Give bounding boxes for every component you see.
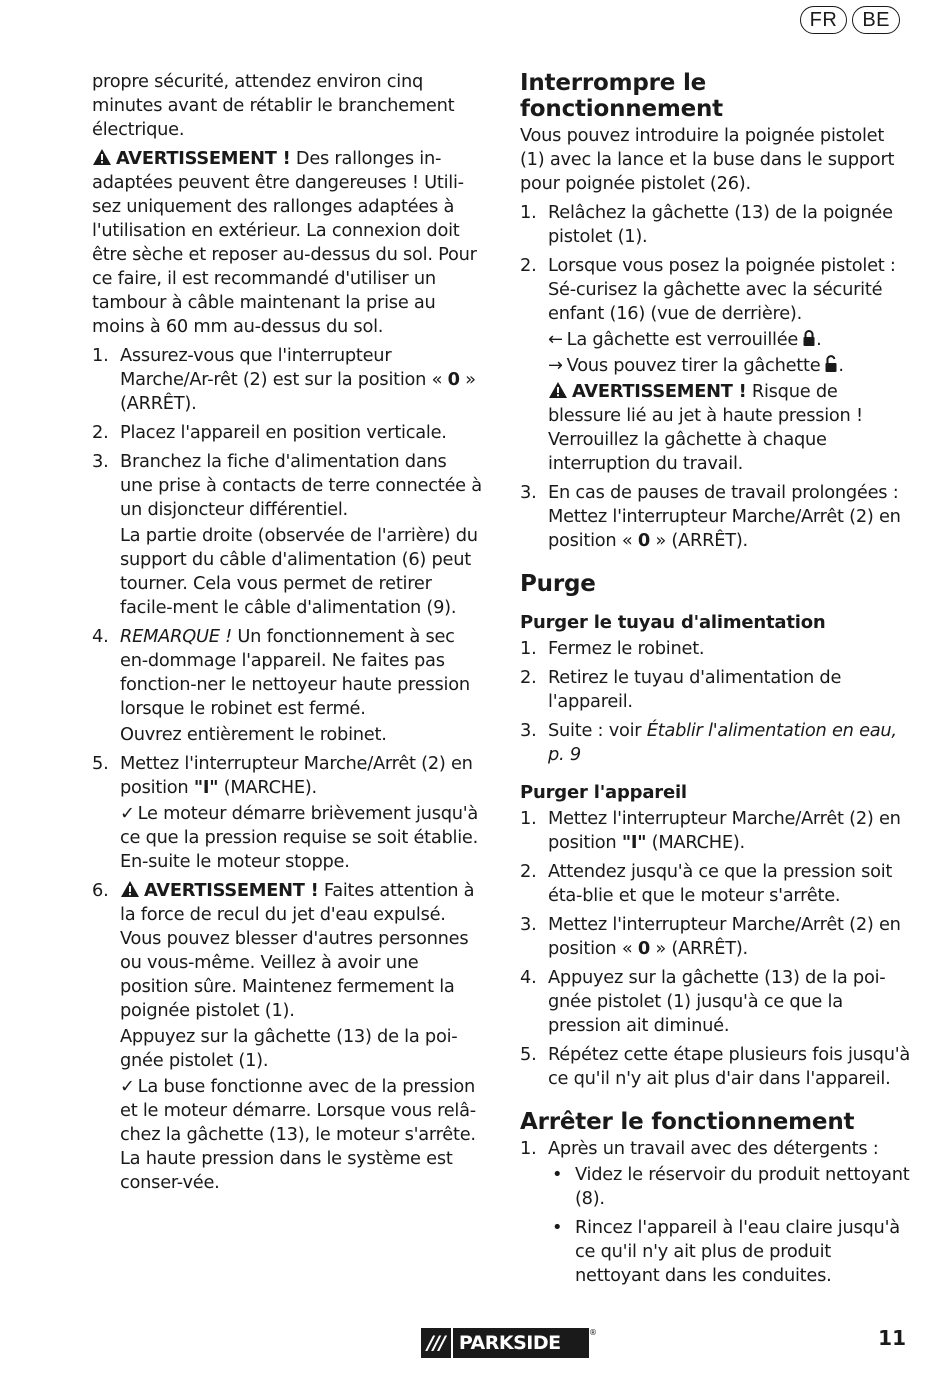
- list-item: [520, 637, 912, 661]
- list-item: [520, 913, 912, 961]
- position-off-symbol: 0: [637, 530, 650, 551]
- position-on-symbol: "I": [193, 777, 219, 798]
- step-number: 5.: [92, 753, 109, 774]
- intro-paragraph: propre sécurité, attendez environ cinq minutes avant de rétablir le branchement électrique.: [92, 71, 455, 140]
- section-title-purge: Purge: [520, 571, 596, 597]
- position-off-symbol: 0: [637, 938, 650, 959]
- arrow-left-icon: ←: [548, 329, 563, 350]
- step-number: 3.: [520, 914, 537, 935]
- list-item: [520, 719, 912, 767]
- warning-high-pressure: [548, 380, 912, 476]
- list-item: [520, 1137, 912, 1288]
- step-number: 3.: [520, 482, 537, 503]
- list-item: [92, 421, 484, 445]
- step-text: En cas de pauses de travail prolongées : Mettez l'interrupteur Marche/Arrêt (2) en position «: [548, 482, 901, 551]
- logo-slashes: ///: [421, 1328, 453, 1358]
- step-text: Branchez la fiche d'alimentation dans une prise à contacts de terre connectée à un disjoncteur différentiel.: [120, 451, 482, 520]
- step-text: Suite : voir: [548, 720, 647, 741]
- page-number: 11: [878, 1326, 906, 1350]
- step-text: Mettez l'interrupteur Marche/Arrêt (2) en position «: [548, 914, 901, 959]
- warning-label: AVERTISSEMENT !: [572, 381, 747, 402]
- step-text-end: » (ARRÊT).: [650, 530, 748, 551]
- bullet-item: [548, 1163, 912, 1211]
- step-number: 3.: [92, 451, 109, 472]
- bullet-text: Rincez l'appareil à l'eau claire jusqu'à ce qu'il n'y ait plus de produit nettoyant dans les conduites.: [575, 1217, 900, 1286]
- step-text: Assurez-vous que l'interrupteur Marche/Ar-rêt (2) est sur la position «: [120, 345, 448, 390]
- list-item: [520, 966, 912, 1038]
- bullet-list: [548, 1163, 912, 1288]
- step-text: Mettez l'interrupteur Marche/Arrêt (2) en position: [548, 808, 901, 853]
- step-number: 4.: [92, 626, 109, 647]
- result-text: La buse fonctionne avec de la pression et le moteur démarre. Lorsque vous relâ-chez la gâchette (13), le moteur s'arrête. La haute pression dans le système est conser-vée.: [120, 1076, 476, 1193]
- list-item: [520, 1043, 912, 1091]
- step-extra: La partie droite (observée de l'arrière) du support du câble d'alimentation (6) peut tourner. Cela vous permet de retirer facile-ment le câble d'alimentation (9).: [120, 525, 478, 618]
- step-text: Un fonctionnement à sec en-dommage l'appareil. Ne faites pas fonction-ner le nettoyeur haute pression lorsque le robinet est fermé.: [120, 626, 470, 719]
- note-label: REMARQUE !: [120, 626, 232, 647]
- step-number: 5.: [520, 1044, 537, 1065]
- lang-badge-be: BE: [852, 6, 900, 34]
- step-text: Fermez le robinet.: [548, 638, 705, 659]
- list-item: [92, 625, 484, 747]
- unlocked-text: Vous pouvez tirer la gâchette: [566, 355, 821, 376]
- step-text: Faites attention à la force de recul du jet d'eau expulsé. Vous pouvez blesser d'autres personnes ou vous-même. Veillez à avoir une position sûre. Maintenez fermement la poignée pistolet (1).: [120, 880, 475, 1021]
- step-text-end: » (ARRÊT).: [650, 938, 748, 959]
- step-number: 1.: [520, 638, 537, 659]
- position-on-symbol: "I": [621, 832, 647, 853]
- step-text: Répétez cette étape plusieurs fois jusqu'à ce qu'il n'y ait plus d'air dans l'appareil.: [548, 1044, 911, 1089]
- locked-text: La gâchette est verrouillée: [566, 329, 799, 350]
- arrow-right-icon: →: [548, 355, 563, 376]
- step-text: Placez l'appareil en position verticale.: [120, 422, 447, 443]
- step-text-end: (MARCHE).: [646, 832, 745, 853]
- step-number: 4.: [520, 967, 537, 988]
- bullet-icon: •: [552, 1217, 563, 1238]
- step-text: Attendez jusqu'à ce que la pression soit éta-blie et que le moteur s'arrête.: [548, 861, 893, 906]
- bullet-item: [548, 1216, 912, 1288]
- section-title-interrupt: Interrompre le fonctionnement: [520, 70, 723, 122]
- step-number: 2.: [92, 422, 109, 443]
- list-item: [520, 481, 912, 553]
- check-icon: ✓: [120, 1076, 135, 1097]
- interrupt-steps: [520, 201, 912, 553]
- list-item: [520, 201, 912, 249]
- step-text: Appuyez sur la gâchette (13) de la poi-gnée pistolet (1) jusqu'à ce que la pression ait diminué.: [548, 967, 886, 1036]
- step-number: 2.: [520, 255, 537, 276]
- list-item: [92, 344, 484, 416]
- warning-text: Risque de blessure lié au jet à haute pression ! Verrouillez la gâchette à chaque interruption du travail.: [548, 381, 863, 474]
- stop-steps: [520, 1137, 912, 1288]
- step-number: 1.: [520, 808, 537, 829]
- logo-brand-text: PARKSIDE: [458, 1332, 561, 1354]
- registered-mark: ®: [589, 1328, 597, 1337]
- step-number: 6.: [92, 880, 109, 901]
- step-extra: Appuyez sur la gâchette (13) de la poi-gnée pistolet (1).: [120, 1026, 458, 1071]
- result-text: Le moteur démarre brièvement jusqu'à ce que la pression requise se soit établie. En-suite le moteur stoppe.: [120, 803, 479, 872]
- unlocked-line: → Vous pouvez tirer la gâchette .: [548, 355, 844, 376]
- list-item: [520, 254, 912, 476]
- lang-badge-fr: FR: [800, 6, 848, 34]
- check-icon: ✓: [120, 803, 135, 824]
- right-column: [520, 70, 912, 1293]
- warning-label: AVERTISSEMENT !: [144, 880, 319, 901]
- section-title-stop: Arrêter le fonctionnement: [520, 1109, 855, 1135]
- step-number: 1.: [520, 1138, 537, 1159]
- warning-extension-cords: [92, 147, 484, 339]
- warning-text: Des rallonges in-adaptées peuvent être dangereuses ! Utili-sez uniquement des rallonges adaptées à l'utilisation en extérieur. La connexion doit être sèche et reposer au-dessus du sol. Pour ce faire, il est recommandé d'utiliser un tambour à câble maintenant la prise au moins à 60 mm au-dessus du sol.: [92, 148, 477, 337]
- language-badges: [800, 6, 900, 34]
- left-column: [92, 70, 484, 1200]
- step-text: Relâchez la gâchette (13) de la poignée pistolet (1).: [548, 202, 893, 247]
- warning-triangle-icon: [120, 880, 140, 898]
- warning-triangle-icon: [92, 148, 112, 166]
- step-text: Retirez le tuyau d'alimentation de l'appareil.: [548, 667, 842, 712]
- list-item: [520, 860, 912, 908]
- lock-closed-icon: [802, 329, 816, 347]
- lock-open-icon: [824, 355, 838, 373]
- step-number: 1.: [92, 345, 109, 366]
- locked-line: ← La gâchette est verrouillée .: [548, 329, 822, 350]
- parkside-logo: [421, 1328, 597, 1358]
- step-text-end: » (ARRÊT).: [120, 369, 476, 414]
- cross-reference-link[interactable]: Établir l'alimentation en eau, p. 9: [548, 720, 897, 765]
- step-extra: Ouvrez entièrement le robinet.: [120, 724, 387, 745]
- step-text-end: (MARCHE).: [218, 777, 317, 798]
- step-result: [120, 802, 484, 874]
- step-text: Après un travail avec des détergents :: [548, 1138, 879, 1159]
- step-text: Lorsque vous posez la poignée pistolet : Sé-curisez la gâchette avec la sécurité enfant (16) (vue de derrière).: [548, 255, 896, 324]
- purge-hose-steps: [520, 637, 912, 767]
- position-off-symbol: 0: [447, 369, 460, 390]
- subsection-title-purge-hose: Purger le tuyau d'alimentation: [520, 612, 826, 633]
- list-item: [92, 450, 484, 620]
- bullet-text: Videz le réservoir du produit nettoyant (8).: [575, 1164, 910, 1209]
- bullet-icon: •: [552, 1164, 563, 1185]
- list-item: [520, 666, 912, 714]
- step-result: [120, 1075, 484, 1195]
- step-number: 2.: [520, 861, 537, 882]
- step-number: 2.: [520, 667, 537, 688]
- subsection-title-purge-device: Purger l'appareil: [520, 782, 687, 803]
- list-item: [92, 752, 484, 874]
- list-item: [520, 807, 912, 855]
- list-item: [92, 879, 484, 1195]
- step-number: 1.: [520, 202, 537, 223]
- warning-triangle-icon: [548, 381, 568, 399]
- startup-steps: [92, 344, 484, 1195]
- interrupt-intro: Vous pouvez introduire la poignée pistolet (1) avec la lance et la buse dans le support pour poignée pistolet (26).: [520, 125, 895, 194]
- purge-device-steps: [520, 807, 912, 1091]
- step-text: Mettez l'interrupteur Marche/Arrêt (2) en position: [120, 753, 473, 798]
- warning-label: AVERTISSEMENT !: [116, 148, 291, 169]
- step-number: 3.: [520, 720, 537, 741]
